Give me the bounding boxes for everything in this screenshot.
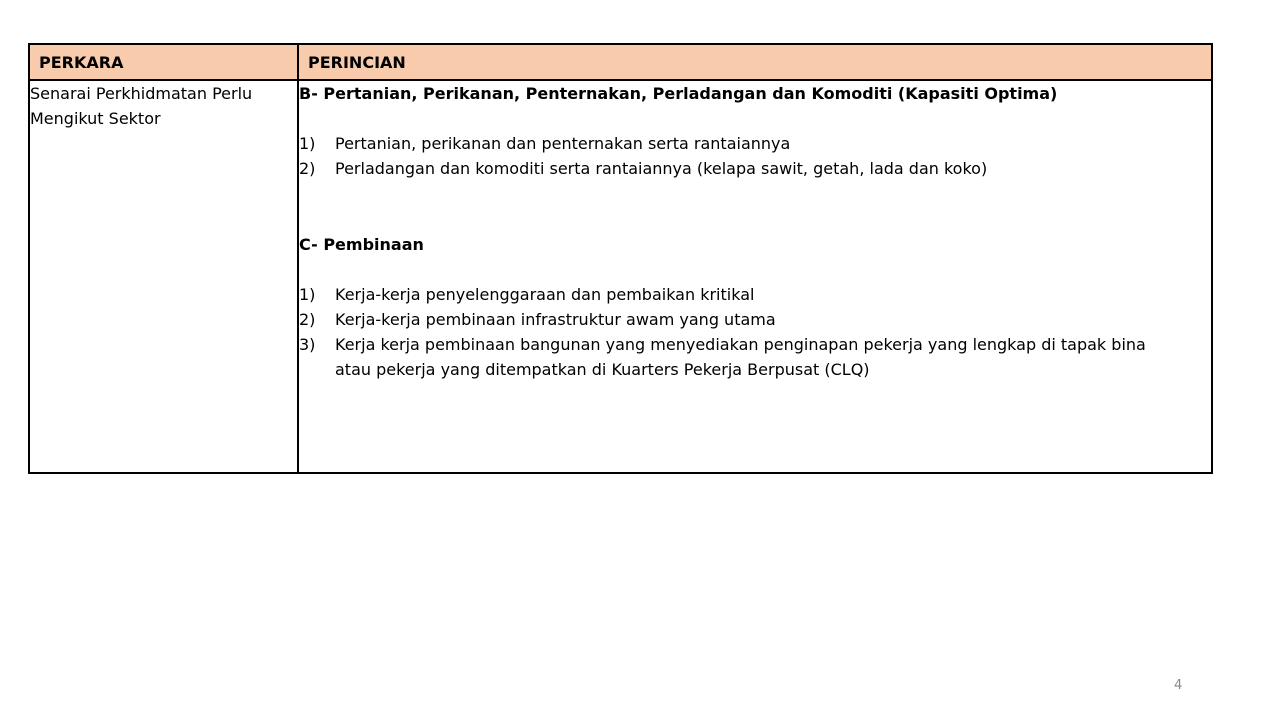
section-c-title: C- Pembinaan xyxy=(299,235,424,254)
list-item-number: 3) xyxy=(299,335,316,354)
header-perincian: PERINCIAN xyxy=(298,44,1212,80)
table-row xyxy=(29,80,1212,473)
perkara-cell: Senarai Perkhidmatan Perlu Mengikut Sektor xyxy=(29,80,298,473)
section-b-title: B- Pertanian, Perikanan, Penternakan, Perladangan dan Komoditi (Kapasiti Optima) xyxy=(299,84,1058,103)
services-table xyxy=(28,43,1213,474)
list-item-number: 2) xyxy=(299,159,316,178)
list-item xyxy=(299,307,1211,332)
list-item-number: 1) xyxy=(299,285,316,304)
section-c xyxy=(299,232,1211,382)
list-item-text: Kerja kerja pembinaan bangunan yang menyediakan penginapan pekerja yang lengkap di tapak bina atau pekerja yang ditempatkan di Kuarters Pekerja Berpusat (CLQ) xyxy=(335,335,1146,379)
section-b-list xyxy=(299,131,1211,181)
section-b xyxy=(299,81,1211,181)
list-item-number: 1) xyxy=(299,134,316,153)
list-item xyxy=(299,131,1211,156)
header-perkara: PERKARA xyxy=(29,44,298,80)
list-item xyxy=(299,332,1211,382)
list-item-text: Pertanian, perikanan dan penternakan serta rantaiannya xyxy=(335,134,791,153)
page-number: 4 xyxy=(1174,678,1183,693)
table-header-row xyxy=(29,44,1212,80)
list-item xyxy=(299,156,1211,181)
list-item-text: Kerja-kerja pembinaan infrastruktur awam yang utama xyxy=(335,310,776,329)
perincian-cell xyxy=(298,80,1212,473)
list-item xyxy=(299,282,1211,307)
list-item-number: 2) xyxy=(299,310,316,329)
list-item-text: Kerja-kerja penyelenggaraan dan pembaikan kritikal xyxy=(335,285,755,304)
section-c-list xyxy=(299,282,1211,382)
list-item-text: Perladangan dan komoditi serta rantaiannya (kelapa sawit, getah, lada dan koko) xyxy=(335,159,988,178)
